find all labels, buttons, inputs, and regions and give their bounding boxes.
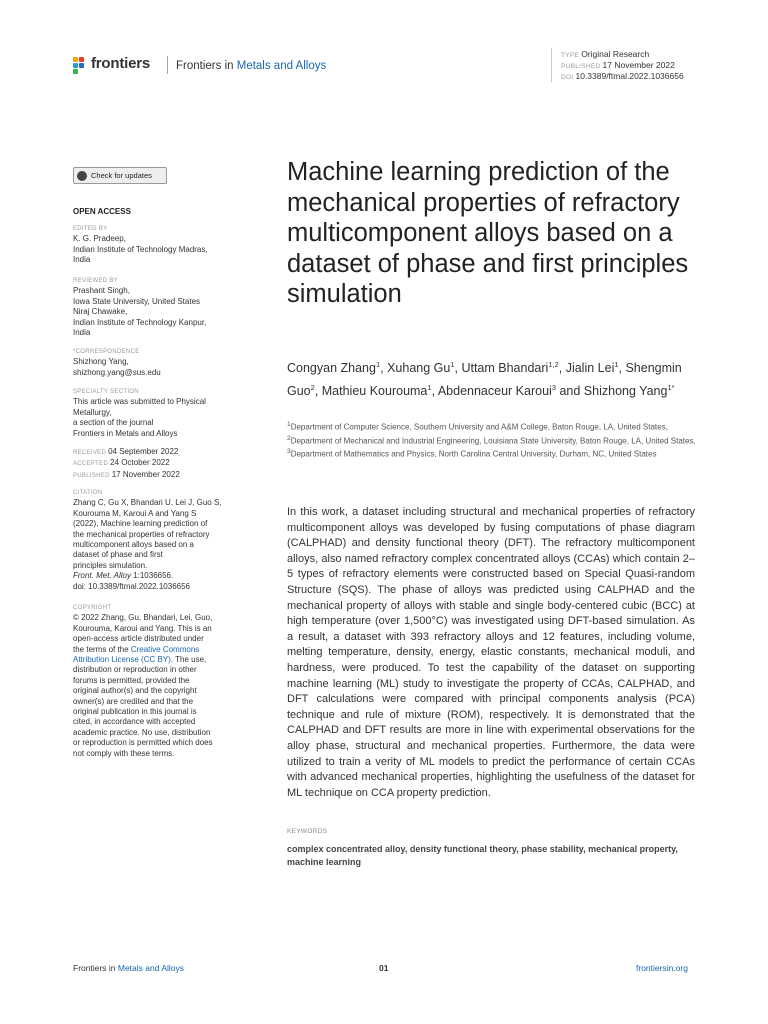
author-list (287, 355, 707, 401)
footer-site-link[interactable]: frontiersin.org (636, 963, 688, 973)
author-name[interactable]: Uttam Bhandari (461, 361, 549, 376)
affiliation-marker: 2 (287, 434, 291, 442)
specialty-section: SPECIALTY SECTION This article was submitted to Physical Metallurgy, a section of the journal Frontiers in Metals and Alloys (73, 389, 206, 438)
author-separator: , (454, 361, 462, 376)
frontiers-logo-text[interactable]: frontiers (91, 55, 151, 72)
article-published-date: PUBLISHED 17 November 2022 (561, 60, 675, 70)
citation-section: CITATION Zhang C, Gu X, Bhandari U, Lei J, Guo S, Kourouma M, Karoui A and Yang S (2022), Machine learning prediction of the mechanical properties of refractory multicomponent alloys based on a dataset of phase and first principles simulation. Front. Met. Alloy 1:1036656. doi: 10.3389/ftmal.2022.1036656 (73, 490, 222, 591)
affiliations (287, 419, 707, 460)
meta-divider (551, 48, 552, 82)
affiliation-text: Department of Mathematics and Physics, North Carolina Central University, Durham, NC, United States (290, 449, 657, 459)
author-separator: , (558, 361, 566, 376)
author-name[interactable]: Congyan Zhang (287, 361, 376, 376)
keywords: complex concentrated alloy, density functional theory, phase stability, mechanical property, machine learning (287, 844, 678, 867)
author-affiliation-marker: 1* (667, 383, 675, 393)
author-affiliation-marker: 1 (450, 360, 455, 369)
footer-journal[interactable]: Frontiers in Metals and Alloys (73, 963, 185, 973)
article-type: TYPE Original Research (561, 49, 650, 59)
correspondence-section: *CORRESPONDENCE Shizhong Yang, shizhong.yang@sus.edu (73, 349, 161, 377)
author-affiliation-marker: 1 (614, 360, 619, 369)
affiliation-marker: 1 (287, 421, 291, 428)
author-name[interactable]: Shengmin Guo (287, 361, 682, 399)
author-name[interactable]: Xuhang Gu (387, 361, 451, 376)
keywords-label: KEYWORDS (287, 828, 328, 835)
author-affiliation-marker: 1,2 (548, 360, 559, 369)
author-separator: , (431, 384, 438, 399)
journal-name[interactable]: Frontiers in Metals and Alloys (176, 60, 327, 72)
author-separator: , (618, 361, 626, 376)
article-title: Machine learning prediction of the mechanical properties of refractory multicomponent alloys based on a dataset of phase and first principles simulation (287, 158, 689, 308)
author-name[interactable]: Abdennaceur Karoui (437, 384, 552, 399)
author-affiliation-marker: 1 (375, 360, 381, 369)
author-affiliation-marker: 3 (551, 383, 556, 393)
author-name[interactable]: Mathieu Kourouma (321, 384, 428, 399)
open-access-label: OPEN ACCESS (73, 207, 131, 216)
author-affiliation-marker: 1 (427, 383, 432, 393)
dates-section: RECEIVED 04 September 2022 ACCEPTED 24 October 2022 PUBLISHED 17 November 2022 (73, 447, 180, 479)
update-icon (77, 171, 87, 181)
frontiers-logo-icon (73, 57, 89, 75)
affiliation-marker: 3 (287, 448, 291, 456)
article-doi[interactable]: DOI 10.3389/ftmal.2022.1036656 (561, 71, 684, 81)
author-separator: , (380, 361, 388, 376)
check-for-updates-button[interactable]: Check for updates (73, 167, 167, 184)
reviewed-by-section: REVIEWED BY Prashant Singh, Iowa State University, United States Niraj Chawake, Indian Institute of Technology Kanpur, India (73, 278, 207, 338)
copyright-section: COPYRIGHT © 2022 Zhang, Gu, Bhandari, Lei, Guo, Kourouma, Karoui and Yang. This is an open-access article distributed under the terms of the Creative Commons Attribution License (CC BY). The use, distribution or reproduction in other forums is permitted, provided the original author(s) and the copyright owner(s) are credited and that the original publication in this journal is cited, in accordance with accepted academic practice. No use, distribution or reproduction is permitted which does not comply with these terms. (73, 605, 213, 758)
header-divider (167, 56, 168, 74)
affiliation-text: Department of Mechanical and Industrial Engineering, Louisiana State University, Baton Rouge, LA, United States, (290, 436, 696, 446)
abstract: In this work, a dataset including structural and mechanical properties of refractory multicomponent alloys was developed by fusing computations of phase diagram (CALPHAD) and density functional theory (DFT). The refractory multicomponent alloys, also named refractory complex concentrated alloys (CCAs) which contain 2–5 types of refractory elements were constructed based on Special Quasi-random Structure (SQS). The phase of alloys was predicted using CALPHAD and the mechanical property of alloys with stable and single body-centered cubic (BCC) at high temperature (over 1,500°C) was investigated using DFT-based simulation. As a result, a dataset with 393 refractory alloys and 12 features, including volume, melting temperature, density, energy, elastic constants, mechanical moduli, and hardness, were produced. To test the capability of the dataset on supporting machine learning (ML) study to investigate the property of CCAs, CALPHAD, and DFT calculations were compared with principal components analysis (PCA) technique and rule of mixture (ROM), respectively. It is demonstrated that the CALPHAD and DFT results are more in line with experimental observations for the alloy phase, structural and mechanical properties. Furthermore, the data were utilized to train a verity of ML models to predict the performance of certain CCAs with advanced mechanical properties, highlighting the usefulness of the dataset for ML technique on CCA property prediction. (287, 506, 695, 799)
edited-by-section: EDITED BY K. G. Pradeep, Indian Institute of Technology Madras, India (73, 226, 208, 265)
author-name[interactable]: and Shizhong Yang (559, 384, 668, 399)
author-name[interactable]: Jialin Lei (565, 361, 615, 376)
author-separator: , (314, 384, 322, 399)
page-number: 01 (379, 963, 389, 973)
affiliation-text: Department of Computer Science, Southern University and A&M College, Baton Rouge, LA, United States, (290, 422, 668, 432)
author-affiliation-marker: 2 (310, 383, 315, 393)
cc-by-license-link[interactable]: Creative Commons Attribution License (CC BY) (73, 644, 200, 665)
